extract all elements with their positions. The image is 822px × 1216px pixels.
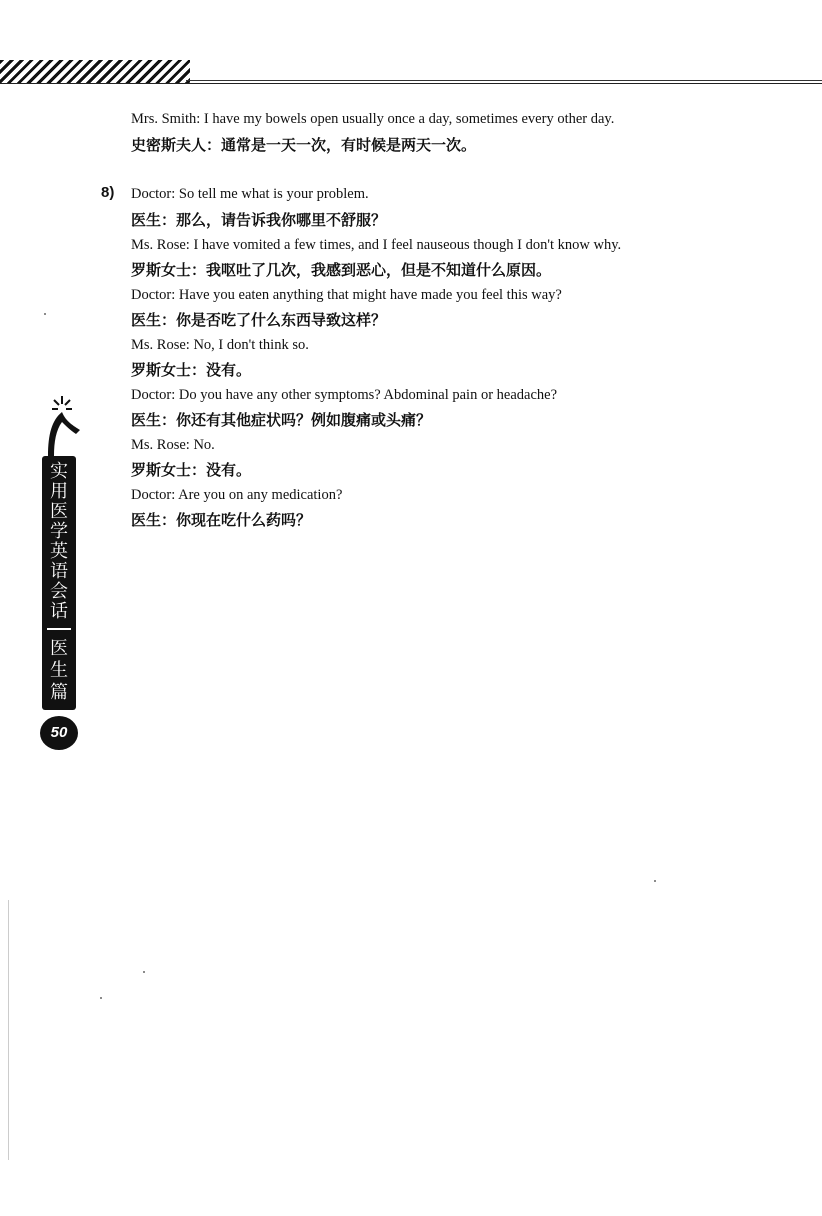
- dialogue-line-en: Doctor: Are you on any medication?: [131, 487, 343, 503]
- scan-speck: [143, 971, 145, 973]
- series-title: 实用医学英语会话: [50, 461, 68, 622]
- dialogue-line-zh: 罗斯女士：没有。: [131, 361, 252, 379]
- dialogue-line-zh: 医生：你是否吃了什么东西导致这样？: [131, 311, 387, 329]
- scan-speck: [654, 880, 656, 882]
- dialogue-line-zh: 医生：你现在吃什么药吗？: [131, 511, 312, 529]
- dialogue-line-zh: 罗斯女士：我呕吐了几次，我感到恶心，但是不知道什么原因。: [131, 261, 552, 279]
- divider: [47, 628, 71, 630]
- dialogue-line-en: Doctor: Do you have any other symptoms? Abdominal pain or headache?: [131, 387, 558, 403]
- dialogue-line-zh: 史密斯夫人：通常是一天一次，有时候是两天一次。: [131, 136, 477, 154]
- side-tab: [42, 456, 76, 710]
- volume-title: 医生篇: [50, 638, 68, 703]
- dialogue-line-zh: 医生：你还有其他症状吗？例如腹痛或头痛？: [131, 411, 432, 429]
- dialogue-line-en: Mrs. Smith: I have my bowels open usually once a day, sometimes every other day.: [131, 111, 615, 127]
- dialogue-line-en: Doctor: Have you eaten anything that might have made you feel this way?: [131, 287, 562, 303]
- dialogue-line-en: Ms. Rose: I have vomited a few times, and I feel nauseous though I don't know why.: [131, 237, 622, 253]
- dialogue-line-zh: 医生：那么，请告诉我你哪里不舒服？: [131, 211, 387, 229]
- dialogue-number: 8): [101, 184, 115, 201]
- scan-speck: [100, 997, 102, 999]
- page-number: 50: [40, 716, 78, 750]
- book-logo-icon: [44, 394, 84, 458]
- dialogue-line-en: Doctor: So tell me what is your problem.: [131, 186, 369, 202]
- header-rule: [186, 80, 822, 81]
- header-rule-bottom: [0, 83, 822, 84]
- scan-speck: [44, 313, 46, 315]
- scan-margin-line: [8, 900, 9, 1160]
- dialogue-line-en: Ms. Rose: No.: [131, 437, 215, 453]
- dialogue-line-zh: 罗斯女士：没有。: [131, 461, 252, 479]
- dialogue-line-en: Ms. Rose: No, I don't think so.: [131, 337, 309, 353]
- header-decorative-stripes: [0, 60, 190, 84]
